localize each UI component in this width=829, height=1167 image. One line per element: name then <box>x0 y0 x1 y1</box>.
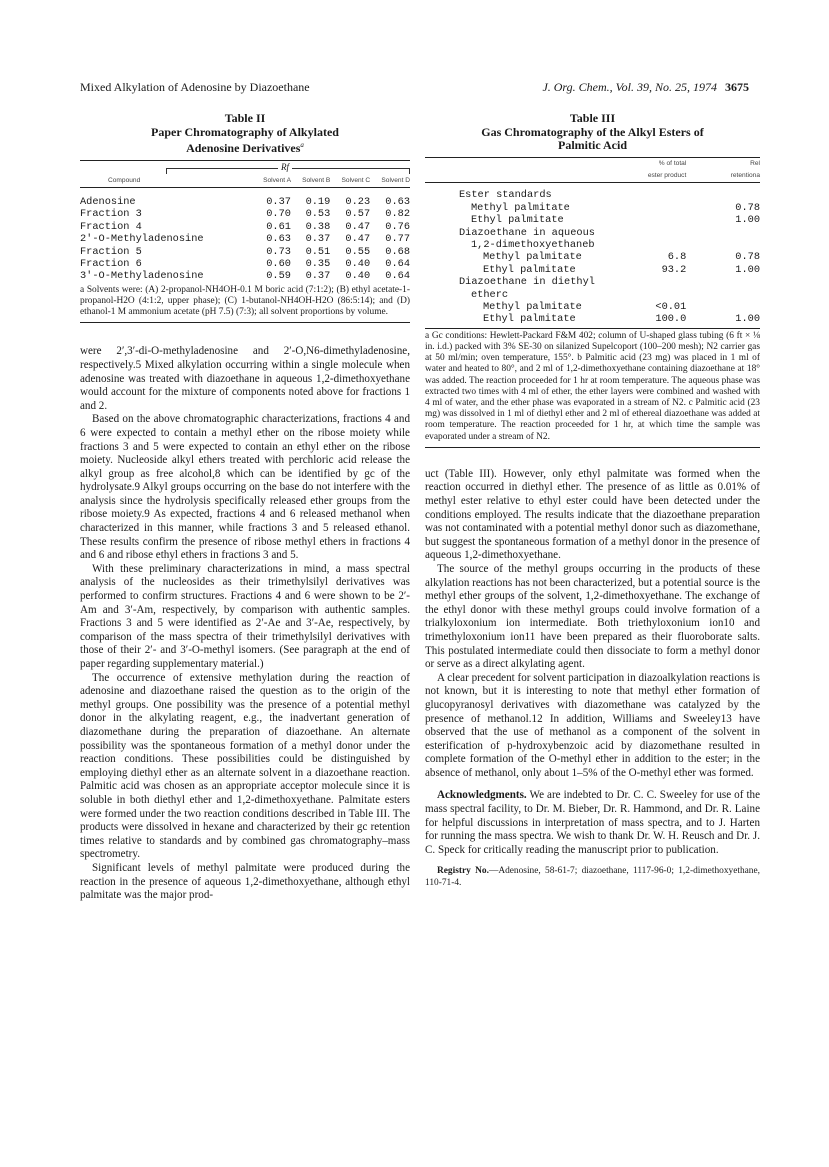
table-row: Ester standards <box>459 189 552 202</box>
acknowledgments-heading: Acknowledgments. <box>437 789 527 802</box>
table-row: 1,2-dimethoxyethaneb <box>471 238 595 251</box>
table-3 <box>425 158 760 326</box>
col-solvent-d: Solvent D <box>381 176 410 184</box>
table-2 <box>80 175 410 283</box>
col-compound: Compound <box>108 176 141 184</box>
paragraph: With these preliminary characterizations in mind, a mass spectral analysis of the nucleosides as their trimethylsilyl derivatives was performed to confirm structures. Fractions 4 and 6 were shown to be 2′-Am and 3′-Am, respectively, by comparison with authentic samples. Fractions 3 and 5 were identified as 2′-Ae and 3′-Ae, respectively, by comparison of the mass spectra of their trimethylsilyl derivatives with those of their 2′- and 3′-O-methyl isomers. (See paragraph at the end of paper regarding supplementary material.) <box>80 562 410 671</box>
paragraph: Significant levels of methyl palmitate were produced during the reaction in the presence of aqueous 1,2-dimethoxyethane, although ethyl palmitate was the major prod- <box>80 861 410 902</box>
col-percent-1: % of total <box>658 159 687 167</box>
col-rel-2: retentiona <box>730 171 760 179</box>
table-3-label: Table III <box>569 111 616 125</box>
table-row: Diazoethane in aqueous <box>459 226 595 239</box>
paragraph: were 2′,3′-di-O-methyladenosine and 2′-O,N6-dimethyladenosine, respectively.5 Mixed alkylation occurring within a single molecule when adenosine was treated with diazoethane in aqueous 1,2-dimethoxyethane would account for the mixture of components noted above for fractions 1 and 2. <box>80 345 410 412</box>
table-2-footnote: a Solvents were: (A) 2-propanol-NH4OH-0.1 M boric acid (7:1:2); (B) ethyl acetate-1-propanol-H2O (4:1:2, upper phase); (C) 1-butanol-NH4OH-H2O (86:5:14); and (D) ethanol-1 M ammonium acetate (pH 7.5) (7:3); all solvent proportions by volume. <box>80 284 410 318</box>
table-3-title-2: Palmitic Acid <box>558 138 627 152</box>
table-row: Ethyl palmitate 1.00 <box>471 214 760 227</box>
col-solvent-b: Solvent B <box>302 176 331 184</box>
table-3-caption <box>425 112 760 153</box>
col-percent-2: ester product <box>647 171 687 179</box>
table-row: Ethyl palmitate 93.2 1.00 <box>483 263 760 276</box>
table-3-header-2 <box>425 170 760 183</box>
acknowledgments <box>425 789 760 857</box>
table-row: Ethyl palmitate 100.0 1.00 <box>483 313 760 326</box>
paragraph: A clear precedent for solvent participation in diazoalkylation reactions is not known, but it is interesting to note that methyl ether formation of glucopyranosyl derivatives with diazomethane was catalyzed by the presence of methanol.12 In addition, Williams and Sweeley13 have observed that the use of methanol as a component of the solvent in esterification of p-hydroxybenzoic acid by diazomethane resulted in complete formation of the O-methyl ether in addition to the ester; in the absence of methanol, only about 1–5% of the O-methyl ether was formed. <box>425 671 760 779</box>
col-solvent-a: Solvent A <box>263 176 291 184</box>
left-column <box>80 112 410 903</box>
col-solvent-c: Solvent C <box>341 176 371 184</box>
table-row: Fraction 3 0.70 0.53 0.57 0.82 <box>80 208 410 221</box>
table-row: Methyl palmitate 6.8 0.78 <box>483 251 760 264</box>
journal-citation <box>542 80 749 95</box>
table-row: Fraction 4 0.61 0.38 0.47 0.76 <box>80 220 410 233</box>
journal-name: J. Org. Chem., Vol. 39, No. 25, 1974 <box>542 80 717 94</box>
table-row: etherc <box>471 288 509 301</box>
paragraph: The occurrence of extensive methylation during the reaction of adenosine and diazoethane raised the question as to the origin of the methyl groups. One possibility was the presence of a potential methyl donor in the alkylating reagent, e.g., the inadvertant generation of diazomethane during the preparation of diazoethane. An alternate possibility was the spontaneous formation of a methyl donor under the reaction conditions. These possibilities could be distinguished by employing diethyl ether as an alternate solvent in a diazoethane reaction. Palmitic acid was chosen as an appropriate acceptor molecule since it is soluble in both diethyl ether and 1,2-dimethoxyethane. Palmitate esters were formed under the two reaction conditions described in Table III. The products were dissolved in hexane and characterized by their gc retention times relative to standards and by combined gas chromatography–mass spectrometry. <box>80 671 410 861</box>
running-title: Mixed Alkylation of Adenosine by Diazoethane <box>80 80 310 94</box>
table-row: 3′-O-Methyladenosine 0.59 0.37 0.40 0.64 <box>80 270 410 283</box>
paragraph: uct (Table III). However, only ethyl palmitate was formed when the reaction occurred in diethyl ether. The presence of as little as 0.01% of methyl ester relative to ethyl ester could have been detected under the conditions employed. The results indicate that the diazoethane preparation was not contaminated with a potential methyl donor such as diazomethane, but suggest the spontaneous formation of a methyl donor in the presence of aqueous 1,2-dimethoxyethane. <box>425 467 760 562</box>
table-2-header <box>80 175 410 188</box>
acknowledgments-text: We are indebted to Dr. C. C. Sweeley for use of the mass spectral facility, to Dr. M. Bieber, Dr. R. Hammond, and Dr. R. Laine for helpful discussions in interpretation of mass spectra, and to J. Harten for running the mass spectra. We wish to thank Dr. W. H. Reusch and Dr. J. C. Speck for critically reading the manuscript prior to publication. <box>425 789 760 856</box>
registry-text: —Adenosine, 58-61-7; diazoethane, 1117-96-0; 1,2-dimethoxyethane, 110-71-4. <box>425 866 760 888</box>
table-3-title-1: Gas Chromatography of the Alkyl Esters of <box>481 124 704 139</box>
table-3-header <box>425 158 760 170</box>
table-2-title-1: Paper Chromatography of Alkylated <box>151 124 339 139</box>
table-2-title-note: a <box>300 141 304 149</box>
right-column <box>425 112 760 889</box>
registry-heading: Registry No. <box>437 866 489 877</box>
table-row: Diazoethane in diethyl <box>459 276 595 289</box>
table-2-caption <box>80 112 410 156</box>
table-3-footnote: a Gc conditions: Hewlett-Packard F&M 402; column of U-shaped glass tubing (6 ft × ⅛ in. i.d.) packed with 3% SE-30 on silanized Supelcoport (100–200 mesh); N2 carrier gas at 50 ml/min; oven temperature, 155°. b Palmitic acid (23 mg) was placed in 1 ml of water and heated to 80°, and 2 ml of 1,2-dimethoxyethane containing diazoethane at 18° was added. The reaction proceeded for 1 hr at room temperature. The aqueous phase was extracted two times with 4 ml of ether, the ether layers were combined and washed with 4 ml of water, and the ether phase was evaporated in a stream of N2. c Palmitic acid (23 mg) was dissolved in 1 ml of diethyl ether and 2 ml of ethereal diazoethane was added at room temperature. The reaction proceeded for 1 hr, at which time the sample was evaporated under a stream of N2. <box>425 330 760 442</box>
table-2-title-2: Adenosine Derivatives <box>186 141 301 155</box>
table-row: Methyl palmitate 0.78 <box>471 201 760 214</box>
paragraph: Based on the above chromatographic characterizations, fractions 4 and 6 were expected to contain a methyl ether on the ribose moiety while fractions 3 and 5 were expected to contain an ethyl ether on the ribose moiety. Nucleoside alkyl ethers treated with perchloric acid release the alkyl group as free alcohol,8 which can be identified by gc of the hydrolysate.9 Alkyl groups occurring on the base do not interfere with the analysis since the hydrolysis specifically released ether groups from the ribose moiety.9 As expected, fractions 4 and 6 released methanol when characterized in this manner, while fractions 3 and 5 released ethanol. These results confirm the presence of ribose methyl ethers in fractions 4 and 6 and ribose ethyl ethers in fractions 3 and 5. <box>80 413 410 562</box>
col-rel-1: Rel <box>750 159 760 167</box>
table-row: Methyl palmitate <0.01 <box>483 300 687 313</box>
table-2-label: Table II <box>224 111 266 125</box>
page-number: 3675 <box>725 80 749 94</box>
table-row: Adenosine 0.37 0.19 0.23 0.63 <box>80 195 410 208</box>
registry-numbers <box>425 866 760 888</box>
paragraph: The source of the methyl groups occurring in the products of these alkylation reactions has not been characterized, but a potential source is the methyl ether groups of the solvent, 1,2-dimethoxyethane. The exchange of the ethyl donor with these methyl groups could involve formation of a trialkyloxonium ion intermediate. Both triethyloxonium ion10 and trimethyloxonium ion11 have been prepared as their fluoroborate salts. This postulated intermediate could then dissociate to form a methyl donor or serve as a direct alkylating agent. <box>425 562 760 671</box>
rf-symbol: Rf <box>278 161 292 175</box>
table-row: 2′-O-Methyladenosine 0.63 0.37 0.47 0.77 <box>80 233 410 246</box>
rf-bracket <box>80 161 410 175</box>
table-row: Fraction 5 0.73 0.51 0.55 0.68 <box>80 245 410 258</box>
table-row: Fraction 6 0.60 0.35 0.40 0.64 <box>80 257 410 270</box>
